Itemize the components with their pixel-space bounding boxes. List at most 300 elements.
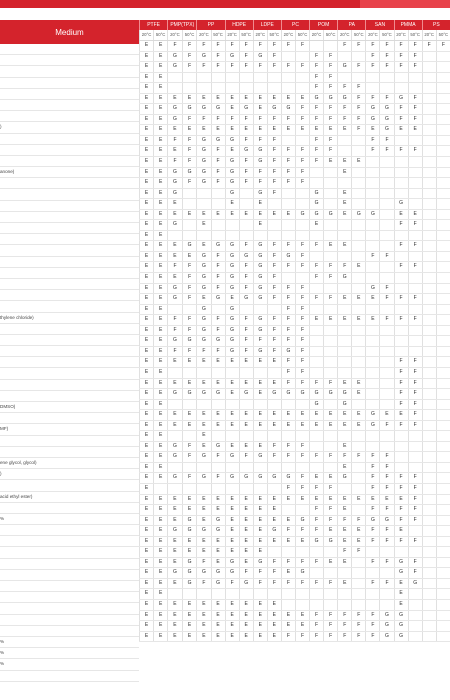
rating-cell: E — [225, 209, 239, 220]
rating-cell — [267, 589, 281, 600]
rating-cell: E — [253, 389, 267, 400]
rating-cell: F — [366, 146, 380, 157]
rating-cell — [366, 304, 380, 315]
material-header: PMP(TPX) — [168, 20, 197, 30]
rating-cell: F — [239, 51, 253, 62]
rating-cell: F — [408, 241, 422, 252]
rating-cell: F — [352, 62, 366, 73]
rating-cell: F — [168, 262, 183, 273]
rating-cell — [338, 72, 352, 83]
temperature-header: 50°C — [267, 30, 281, 41]
rating-cell: F — [366, 631, 380, 642]
rating-cell: F — [295, 104, 309, 115]
rating-cell — [408, 178, 422, 189]
rating-cell: E — [211, 378, 225, 389]
rating-cell — [338, 230, 352, 241]
rating-cell — [380, 441, 394, 452]
rating-cell: F — [239, 262, 253, 273]
rating-cell: F — [408, 41, 422, 52]
rating-cell — [295, 83, 309, 94]
rating-cell — [352, 251, 366, 262]
rating-cell — [436, 230, 450, 241]
rating-cell: G — [182, 241, 197, 252]
rating-cell: F — [295, 146, 309, 157]
rating-cell — [436, 462, 450, 473]
rating-cell — [366, 336, 380, 347]
rating-cell: G — [182, 557, 197, 568]
rating-cell: G — [225, 178, 239, 189]
rating-cell: G — [253, 325, 267, 336]
rating-cell — [422, 178, 436, 189]
rating-cell — [281, 547, 295, 558]
rating-cell: F — [267, 325, 281, 336]
rating-cell: F — [408, 51, 422, 62]
rating-cell: G — [310, 389, 324, 400]
rating-cell: G — [253, 346, 267, 357]
rating-cell: G — [380, 125, 394, 136]
medium-label — [0, 324, 139, 335]
rating-cell: G — [168, 104, 183, 115]
rating-cell: F — [310, 135, 324, 146]
rating-cell: F — [380, 41, 394, 52]
rating-cell — [197, 483, 211, 494]
rating-cell: E — [154, 367, 168, 378]
rating-cell — [182, 367, 197, 378]
rating-cell — [422, 93, 436, 104]
rating-cell — [366, 325, 380, 336]
medium-label: % — [0, 514, 139, 525]
medium-column-header: Medium — [0, 20, 139, 44]
rating-cell: E — [182, 505, 197, 516]
rating-cell: F — [182, 294, 197, 305]
rating-cell — [394, 167, 408, 178]
rating-cell — [168, 304, 183, 315]
rating-cell: G — [408, 578, 422, 589]
rating-cell: E — [154, 536, 168, 547]
rating-cell: E — [197, 410, 211, 421]
rating-cell: E — [338, 462, 352, 473]
rating-cell: F — [211, 262, 225, 273]
rating-cell — [422, 494, 436, 505]
rating-cell: F — [267, 41, 281, 52]
material-header-row — [140, 20, 450, 30]
rating-cell: G — [253, 262, 267, 273]
rating-cell: G — [394, 199, 408, 210]
rating-cell: F — [366, 610, 380, 621]
rating-cell: G — [225, 568, 239, 579]
rating-cell: G — [225, 251, 239, 262]
rating-cell — [168, 72, 183, 83]
rating-cell — [394, 230, 408, 241]
rating-cell — [422, 241, 436, 252]
rating-cell — [408, 547, 422, 558]
rating-cell: E — [197, 547, 211, 558]
rating-cell — [436, 578, 450, 589]
rating-cell: F — [394, 294, 408, 305]
rating-cell: G — [239, 389, 253, 400]
medium-labels-column — [0, 44, 139, 682]
rating-cell — [168, 483, 183, 494]
rating-cell — [281, 399, 295, 410]
rating-cell: F — [310, 557, 324, 568]
rating-cell — [436, 357, 450, 368]
rating-cell: F — [267, 146, 281, 157]
rating-cell: G — [380, 610, 394, 621]
temperature-header: 20°C — [422, 30, 436, 41]
rating-cell: F — [394, 315, 408, 326]
rating-cell — [436, 452, 450, 463]
rating-cell — [295, 51, 309, 62]
medium-label — [0, 89, 139, 100]
rating-cell — [422, 399, 436, 410]
rating-cell — [422, 367, 436, 378]
rating-cell: E — [182, 599, 197, 610]
rating-cell — [422, 483, 436, 494]
rating-cell: F — [295, 251, 309, 262]
rating-cell: E — [338, 505, 352, 516]
rating-cell: F — [394, 262, 408, 273]
rating-cell: F — [211, 251, 225, 262]
rating-cell: F — [295, 315, 309, 326]
rating-cell: F — [366, 557, 380, 568]
rating-cell — [408, 589, 422, 600]
rating-cell — [436, 304, 450, 315]
rating-cell: G — [380, 114, 394, 125]
rating-cell: E — [338, 420, 352, 431]
rating-cell: F — [295, 357, 309, 368]
rating-cell: F — [352, 41, 366, 52]
rating-cell: F — [380, 146, 394, 157]
rating-cell: F — [324, 610, 338, 621]
rating-cell: F — [324, 515, 338, 526]
rating-cell: F — [352, 621, 366, 632]
rating-cell: E — [352, 536, 366, 547]
rating-cell: F — [253, 135, 267, 146]
rating-cell: F — [338, 610, 352, 621]
rating-cell: E — [140, 568, 154, 579]
rating-cell: G — [380, 515, 394, 526]
rating-cell — [197, 462, 211, 473]
rating-cell: G — [310, 536, 324, 547]
rating-cell — [380, 273, 394, 284]
rating-cell — [436, 51, 450, 62]
medium-label: DMSO) — [0, 402, 139, 413]
rating-cell: F — [394, 420, 408, 431]
rating-cell — [310, 304, 324, 315]
table-row — [140, 526, 450, 537]
rating-cell: G — [324, 389, 338, 400]
rating-cell: E — [140, 462, 154, 473]
rating-cell: G — [366, 283, 380, 294]
rating-cell — [211, 367, 225, 378]
rating-cell — [267, 431, 281, 442]
rating-cell: G — [225, 304, 239, 315]
rating-cell: G — [225, 188, 239, 199]
rating-cell: E — [239, 631, 253, 642]
rating-cell — [380, 72, 394, 83]
rating-cell: E — [140, 72, 154, 83]
rating-cell — [182, 431, 197, 442]
rating-cell — [436, 431, 450, 442]
rating-cell: F — [239, 568, 253, 579]
temperature-header: 20°C — [168, 30, 183, 41]
rating-cell — [324, 367, 338, 378]
rating-cell — [422, 230, 436, 241]
rating-cell: E — [182, 420, 197, 431]
rating-cell: F — [295, 483, 309, 494]
rating-cell: E — [140, 536, 154, 547]
rating-cell: F — [211, 273, 225, 284]
rating-cell: F — [408, 378, 422, 389]
rating-cell: G — [197, 389, 211, 400]
rating-cell: F — [239, 157, 253, 168]
rating-cell: F — [366, 135, 380, 146]
rating-cell — [436, 473, 450, 484]
rating-cell — [422, 336, 436, 347]
rating-cell — [436, 241, 450, 252]
rating-cell: E — [154, 51, 168, 62]
rating-cell: E — [197, 505, 211, 516]
rating-cell: E — [225, 631, 239, 642]
rating-cell — [380, 431, 394, 442]
rating-cell: E — [211, 547, 225, 558]
rating-cell: E — [154, 357, 168, 368]
medium-label — [0, 189, 139, 200]
rating-cell: F — [295, 473, 309, 484]
rating-cell — [366, 357, 380, 368]
rating-cell: F — [281, 441, 295, 452]
temperature-header: 20°C — [197, 30, 211, 41]
rating-cell: E — [295, 93, 309, 104]
rating-cell: F — [168, 135, 183, 146]
rating-cell: E — [225, 104, 239, 115]
rating-cell: G — [253, 188, 267, 199]
rating-cell — [436, 83, 450, 94]
rating-cell — [281, 220, 295, 231]
rating-cell: E — [338, 199, 352, 210]
table-row — [140, 536, 450, 547]
rating-cell: E — [140, 399, 154, 410]
rating-cell — [394, 325, 408, 336]
rating-cell: F — [338, 41, 352, 52]
rating-cell: E — [295, 536, 309, 547]
rating-cell — [436, 515, 450, 526]
rating-cell: E — [338, 441, 352, 452]
rating-cell: F — [211, 178, 225, 189]
rating-cell: F — [408, 515, 422, 526]
rating-cell — [211, 462, 225, 473]
rating-cell: F — [394, 367, 408, 378]
rating-cell: G — [267, 473, 281, 484]
temperature-header: 50°C — [154, 30, 168, 41]
rating-cell: G — [168, 294, 183, 305]
rating-cell — [408, 452, 422, 463]
rating-cell: E — [140, 473, 154, 484]
rating-cell: E — [154, 72, 168, 83]
rating-cell — [338, 251, 352, 262]
rating-cell: E — [140, 515, 154, 526]
rating-cell: F — [211, 452, 225, 463]
rating-cell — [422, 557, 436, 568]
rating-cell: E — [140, 178, 154, 189]
rating-cell: G — [168, 336, 183, 347]
rating-cell: G — [197, 135, 211, 146]
rating-cell: E — [253, 526, 267, 537]
rating-cell: E — [197, 420, 211, 431]
medium-label — [0, 480, 139, 491]
rating-cell: E — [225, 294, 239, 305]
rating-cell: F — [295, 178, 309, 189]
rating-cell: E — [140, 494, 154, 505]
rating-cell: F — [197, 557, 211, 568]
rating-cell: F — [310, 294, 324, 305]
rating-cell — [310, 336, 324, 347]
rating-cell: G — [197, 262, 211, 273]
rating-cell — [422, 146, 436, 157]
rating-cell: E — [154, 167, 168, 178]
rating-cell: F — [267, 241, 281, 252]
rating-cell: F — [324, 452, 338, 463]
rating-cell: F — [295, 283, 309, 294]
rating-cell: F — [408, 410, 422, 421]
rating-cell — [380, 167, 394, 178]
rating-cell — [267, 399, 281, 410]
rating-cell: F — [197, 114, 211, 125]
rating-cell: E — [168, 241, 183, 252]
rating-cell: E — [154, 526, 168, 537]
table-row — [140, 304, 450, 315]
rating-cell: E — [197, 431, 211, 442]
rating-cell: E — [140, 589, 154, 600]
rating-cell: F — [211, 473, 225, 484]
rating-cell — [436, 483, 450, 494]
rating-cell: E — [140, 621, 154, 632]
rating-cell: F — [168, 325, 183, 336]
rating-cell: F — [380, 283, 394, 294]
rating-cell — [380, 357, 394, 368]
rating-cell: G — [211, 294, 225, 305]
rating-cell — [380, 389, 394, 400]
rating-cell: E — [140, 547, 154, 558]
rating-cell: E — [239, 125, 253, 136]
rating-cell — [253, 72, 267, 83]
rating-cell — [239, 304, 253, 315]
rating-cell — [295, 135, 309, 146]
rating-cell: F — [366, 452, 380, 463]
rating-cell: E — [310, 315, 324, 326]
rating-cell — [267, 83, 281, 94]
rating-cell: E — [154, 557, 168, 568]
rating-cell: E — [154, 441, 168, 452]
rating-cell: F — [422, 41, 436, 52]
rating-cell — [408, 167, 422, 178]
rating-cell: G — [310, 399, 324, 410]
table-row — [140, 51, 450, 62]
rating-cell: F — [239, 114, 253, 125]
rating-cell: F — [267, 315, 281, 326]
rating-cell — [352, 283, 366, 294]
rating-cell — [281, 599, 295, 610]
rating-cell: E — [324, 241, 338, 252]
rating-cell — [408, 336, 422, 347]
rating-cell: F — [324, 104, 338, 115]
rating-cell: F — [394, 389, 408, 400]
rating-cell: G — [394, 621, 408, 632]
rating-cell: F — [182, 41, 197, 52]
rating-cell — [436, 389, 450, 400]
table-row — [140, 220, 450, 231]
rating-cell: G — [352, 209, 366, 220]
rating-cell: G — [197, 251, 211, 262]
rating-cell: E — [168, 610, 183, 621]
rating-cell — [422, 167, 436, 178]
rating-cell: E — [408, 209, 422, 220]
rating-cell: F — [182, 452, 197, 463]
rating-cell: F — [366, 41, 380, 52]
rating-cell: F — [168, 41, 183, 52]
rating-cell — [352, 462, 366, 473]
rating-cell: F — [310, 51, 324, 62]
top-accent-bar — [0, 0, 450, 8]
rating-cell: E — [281, 420, 295, 431]
rating-cell: E — [154, 589, 168, 600]
rating-cell — [197, 230, 211, 241]
medium-label — [0, 268, 139, 279]
temperature-header: 50°C — [182, 30, 197, 41]
rating-cell: E — [197, 209, 211, 220]
rating-cell: F — [267, 452, 281, 463]
medium-label — [0, 44, 139, 55]
rating-cell — [422, 431, 436, 442]
rating-cell: E — [154, 336, 168, 347]
rating-cell: E — [394, 494, 408, 505]
medium-label: ) — [0, 469, 139, 480]
rating-cell — [408, 346, 422, 357]
rating-cell — [380, 199, 394, 210]
table-row — [140, 104, 450, 115]
material-header: PS — [422, 20, 450, 30]
rating-cell: F — [267, 135, 281, 146]
rating-cell: F — [295, 346, 309, 357]
rating-cell: E — [352, 262, 366, 273]
rating-cell — [394, 273, 408, 284]
rating-cell: E — [182, 610, 197, 621]
rating-cell — [225, 72, 239, 83]
rating-cell — [366, 547, 380, 558]
temperature-header: 50°C — [352, 30, 366, 41]
rating-cell: E — [338, 410, 352, 421]
rating-cell — [366, 378, 380, 389]
rating-cell: E — [324, 410, 338, 421]
table-row — [140, 188, 450, 199]
medium-label — [0, 503, 139, 514]
rating-cell: G — [197, 104, 211, 115]
rating-cell: G — [197, 315, 211, 326]
rating-cell: E — [338, 557, 352, 568]
rating-cell — [394, 304, 408, 315]
rating-cell: E — [154, 621, 168, 632]
rating-cell — [225, 220, 239, 231]
rating-cell — [267, 547, 281, 558]
rating-cell — [436, 505, 450, 516]
rating-cell — [267, 483, 281, 494]
rating-cell: E — [168, 273, 183, 284]
rating-cell: F — [338, 262, 352, 273]
rating-cell — [436, 104, 450, 115]
rating-cell — [380, 157, 394, 168]
rating-cell: G — [168, 283, 183, 294]
rating-cell: F — [380, 251, 394, 262]
